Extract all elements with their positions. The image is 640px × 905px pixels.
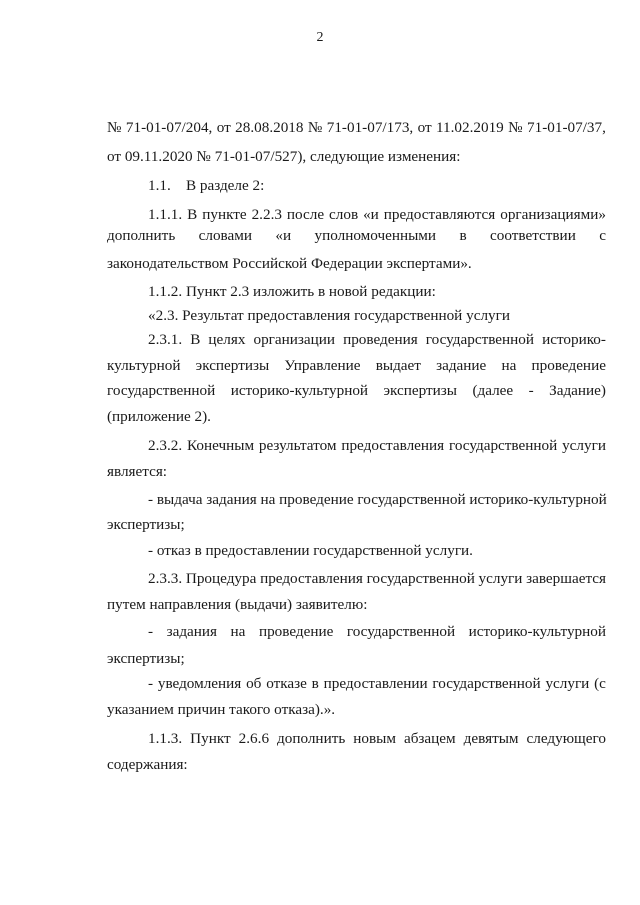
text-line: - уведомления об отказе в предоставлении государственной услуги (с — [148, 675, 606, 692]
text-line: - задания на проведение государственной историко-культурной — [148, 623, 606, 640]
text-line: «2.3. Результат предоставления государственной услуги — [148, 307, 510, 324]
text-line: путем направления (выдачи) заявителю: — [107, 596, 368, 613]
text-line: экспертизы; — [107, 516, 185, 533]
text-line: (приложение 2). — [107, 408, 211, 425]
page-number: 2 — [316, 30, 324, 45]
text-line: 2.3.2. Конечным результатом предоставления государственной услуги — [148, 437, 606, 454]
text-line: содержания: — [107, 756, 188, 773]
text-line: государственной историко-культурной экспертизы (далее - Задание) — [107, 382, 606, 399]
text-line: - отказ в предоставлении государственной услуги. — [148, 542, 473, 559]
text-line: законодательством Российской Федерации экспертами». — [107, 255, 472, 272]
text-line: 2.3.3. Процедура предоставления государственной услуги завершается — [148, 570, 606, 587]
text-line: экспертизы; — [107, 650, 185, 667]
text-line: 1.1.1. В пункте 2.2.3 после слов «и предоставляются организациями» — [148, 206, 606, 223]
text-line: 1.1.3. Пункт 2.6.6 дополнить новым абзацем девятым следующего — [148, 730, 606, 747]
text-line: 1.1. В разделе 2: — [148, 177, 265, 194]
text-line: 2.3.1. В целях организации проведения государственной историко- — [148, 331, 606, 348]
text-line: № 71-01-07/204, от 28.08.2018 № 71-01-07/173, от 11.02.2019 № 71-01-07/37, — [107, 119, 606, 136]
text-line: от 09.11.2020 № 71-01-07/527), следующие изменения: — [107, 148, 461, 165]
text-line: 1.1.2. Пункт 2.3 изложить в новой редакции: — [148, 283, 436, 300]
text-line: является: — [107, 463, 168, 480]
text-line: - выдача задания на проведение государственной историко-культурной — [148, 491, 607, 508]
text-line: дополнить словами «и уполномоченными в соответствии с — [107, 227, 606, 244]
text-line: культурной экспертизы Управление выдает задание на проведение — [107, 357, 606, 374]
text-line: указанием причин такого отказа).». — [107, 701, 336, 718]
